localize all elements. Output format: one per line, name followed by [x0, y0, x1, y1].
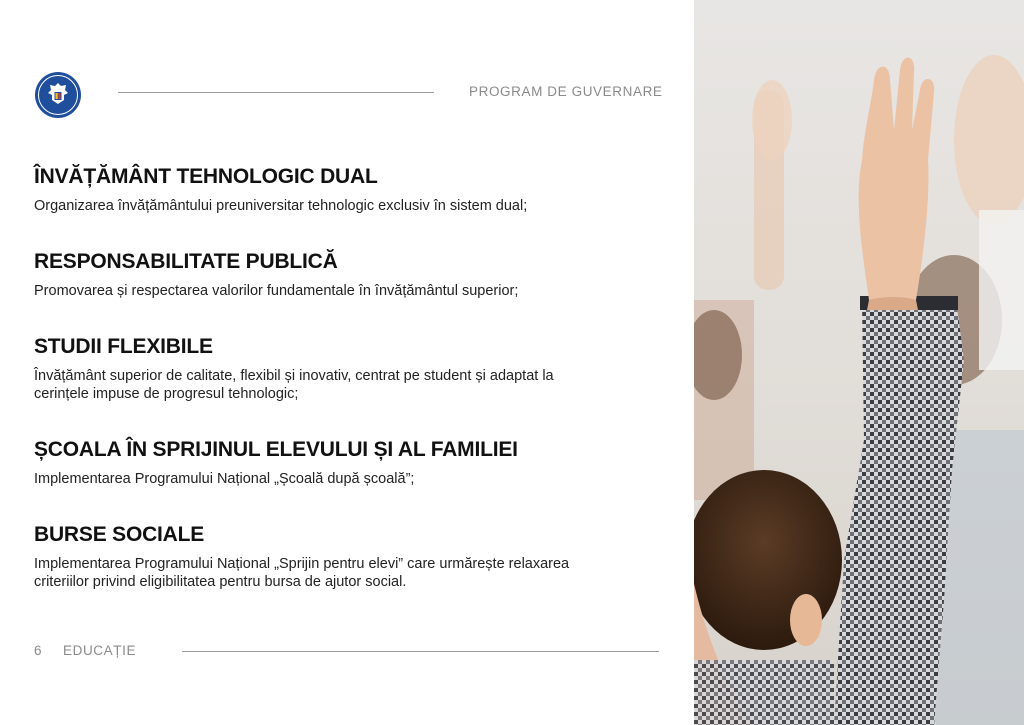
footer-section-label: EDUCAȚIE	[63, 643, 137, 658]
section-heading: RESPONSABILITATE PUBLICĂ	[34, 250, 338, 273]
classroom-photo-illustration	[694, 0, 1024, 725]
section-heading: STUDII FLEXIBILE	[34, 335, 213, 358]
section-social-scholarships	[34, 521, 574, 591]
section-heading: ȘCOALA ÎN SPRIJINUL ELEVULUI ȘI AL FAMILIEI	[34, 438, 518, 461]
section-school-support	[34, 436, 594, 489]
section-body: Învățământ superior de calitate, flexibil și inovativ, centrat pe student și adaptat la cerințele impuse de progresul tehnologic;	[34, 368, 554, 402]
section-body: Organizarea învățământului preuniversitar tehnologic exclusiv în sistem dual;	[34, 198, 528, 214]
government-seal-icon	[34, 71, 82, 119]
footer-divider	[182, 651, 659, 652]
section-flexible-studies	[34, 333, 559, 403]
section-heading: ÎNVĂȚĂMÂNT TEHNOLOGIC DUAL	[34, 165, 378, 188]
classroom-photo	[694, 0, 1024, 725]
section-dual-education	[34, 163, 594, 216]
header-title: PROGRAM DE GUVERNARE	[469, 84, 663, 99]
section-body: Implementarea Programului Național „Școală după școală”;	[34, 471, 415, 487]
page-number: 6	[34, 643, 42, 658]
section-body: Promovarea și respectarea valorilor fundamentale în învățământul superior;	[34, 283, 519, 299]
section-public-responsibility	[34, 248, 594, 301]
section-heading: BURSE SOCIALE	[34, 523, 205, 546]
section-body: Implementarea Programului Național „Sprijin pentru elevi” care urmărește relaxarea criteriilor privind eligibilitatea pentru bursa de ajutor social.	[34, 556, 570, 590]
header-divider	[118, 92, 434, 93]
